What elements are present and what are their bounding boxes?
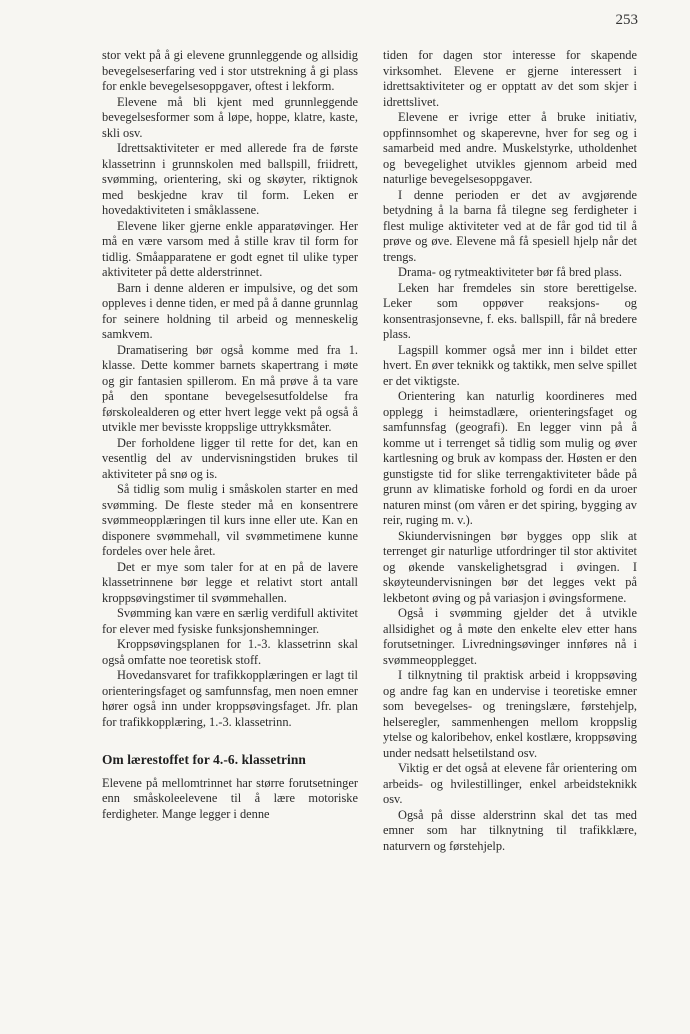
paragraph: Orientering kan naturlig koordineres med opplegg i heimstadlære, orienteringsfaget og samfunnsfag (geografi). En legger vinn på å komme ut i terrenget så tidlig som mulig og øver kartlesning og bruk av kompass der. Høsten er den gunstigste tid for slike terrengaktiviteter både på grunn av klimatiske forhold og fordi en da uroer naturen minst (om våren er det spiring, bygging av reir, ruging m. v.). bbox=[383, 389, 637, 527]
paragraph: Elevene liker gjerne enkle apparatøvinger. Her må en være varsom med å stille krav til form for tidlig. Småapparatene er godt egnet til ulike typer aktiviteter på dette alderstrinnet. bbox=[102, 218, 358, 279]
right-column bbox=[383, 48, 637, 854]
paragraph: I tilknytning til praktisk arbeid i kroppsøving og andre fag kan en undervise i teoretiske emner som bevegelses- og treningslære, førstehjelp, helseregler, sammenhengen mellom kroppslig ytelse og kaloribehov, enkel kostlære, kroppsøving under nedsatt helsetilstand osv. bbox=[383, 668, 637, 760]
paragraph: Hovedansvaret for trafikkopplæringen er lagt til orienteringsfaget og samfunnsfag, men noen emner hører også inn under kroppsøvingsfaget. Jfr. plan for trafikkopplæring, 1.-3. klassetrinn. bbox=[102, 668, 358, 729]
paragraph: Viktig er det også at elevene får orientering om arbeids- og hvilestillinger, enkel arbeidsteknikk osv. bbox=[383, 761, 637, 806]
left-column bbox=[102, 48, 358, 822]
paragraph: Skiundervisningen bør bygges opp slik at terrenget gir naturlige utfordringer til stor aktivitet og økende vanskelighetsgrad i øvingen. I skøyteundervisningen bør det legges vekt på lekbetont øving og på variasjon i øvingsformene. bbox=[383, 528, 637, 605]
paragraph: Svømming kan være en særlig verdifull aktivitet for elever med fysiske funksjonshemninger. bbox=[102, 606, 358, 636]
paragraph: Lagspill kommer også mer inn i bildet etter hvert. En øver teknikk og taktikk, men selve spillet er det viktigste. bbox=[383, 342, 637, 388]
paragraph: Leken har fremdeles sin store berettigelse. Leker som oppøver reaksjons- og konsentrasjonsevne, f. eks. ballspill, får nå bredere plass. bbox=[383, 280, 637, 341]
paragraph: Der forholdene ligger til rette for det, kan en vesentlig del av undervisningstiden brukes til aktiviteter på snø og is. bbox=[102, 435, 358, 481]
page-number: 253 bbox=[615, 12, 638, 28]
paragraph: Det er mye som taler for at en på de lavere klassetrinnene bør legge et relativt stort antall kroppsøvingstimer til svømmehallen. bbox=[102, 559, 358, 605]
paragraph: Drama- og rytmeaktiviteter bør få bred plass. bbox=[398, 265, 622, 279]
paragraph: Også i svømming gjelder det å utvikle allsidighet og å møte den enkelte elev etter hans forutsetninger. Livredningsøvinger innføres nå i svømmeopplegget. bbox=[383, 606, 637, 667]
paragraph: Barn i denne alderen er impulsive, og det som oppleves i denne tiden, er med på å danne grunnlag for seinere holdning til arbeid og menneskelig samkvem. bbox=[102, 280, 358, 341]
paragraph: Også på disse alderstrinn skal det tas med emner som har tilknytning til trafikklære, naturvern og førstehjelp. bbox=[383, 807, 637, 853]
section-heading: Om lærestoffet for 4.-6. klassetrinn bbox=[102, 752, 306, 767]
paragraph: Dramatisering bør også komme med fra 1. klasse. Dette kommer barnets skapertrang i møte og gir fantasien spillerom. En må prøve å ta vare på den spontane bevegelsesutfoldelse fra førskolealderen og etter hvert legge vekt på også å utvikle mer bevisste kroppslige uttrykksmåter. bbox=[102, 342, 358, 434]
paragraph: stor vekt på å gi elevene grunnleggende og allsidig bevegelseserfaring ved i stor utstrekning å gi plass for enkle bevegelsesoppgaver, oftest i lekform. bbox=[102, 48, 358, 93]
paragraph: Elevene på mellomtrinnet har større forutsetninger enn småskoleelevene til å lære motoriske ferdigheter. Mange legger i denne bbox=[102, 775, 358, 821]
paragraph: I denne perioden er det av avgjørende betydning å la barna få tilegne seg ferdigheter i flest mulige aktiviteter ved at de får god tid til å prøve og øve. Elevene må få spesiell hjelp når det trengs. bbox=[383, 187, 637, 264]
paragraph: Kroppsøvingsplanen for 1.-3. klassetrinn skal også omfatte noe teoretisk stoff. bbox=[102, 637, 358, 667]
paragraph: Idrettsaktiviteter er med allerede fra de første klassetrinn i grunnskolen med ballspill, friidrett, svømming, orientering, ski og skøyter, riktignok med beskjedne krav til form. Leken er hovedaktiviteten i småklassene. bbox=[102, 141, 358, 217]
paragraph: Elevene må bli kjent med grunnleggende bevegelsesformer som å løpe, hoppe, klatre, kaste, skli osv. bbox=[102, 94, 358, 140]
paragraph: Så tidlig som mulig i småskolen starter en med svømming. De fleste steder må en konsentrere svømmeopplæringen til kurs inne eller ute. Kan en disponere svømmehall, vil svømmetimene kunne fordeles over hele året. bbox=[102, 482, 358, 558]
paragraph: Elevene er ivrige etter å bruke initiativ, oppfinnsomhet og skaperevne, hver for seg og i samarbeid med andre. Muskelstyrke, utholdenhet og bevegelighet utvikles gjennom arbeid med naturlige bevegelsesoppgaver. bbox=[383, 110, 637, 186]
paragraph: tiden for dagen stor interesse for skapende virksomhet. Elevene er gjerne interessert i idrettsaktiviteter og er opptatt av det som skjer i idrettslivet. bbox=[383, 48, 637, 109]
